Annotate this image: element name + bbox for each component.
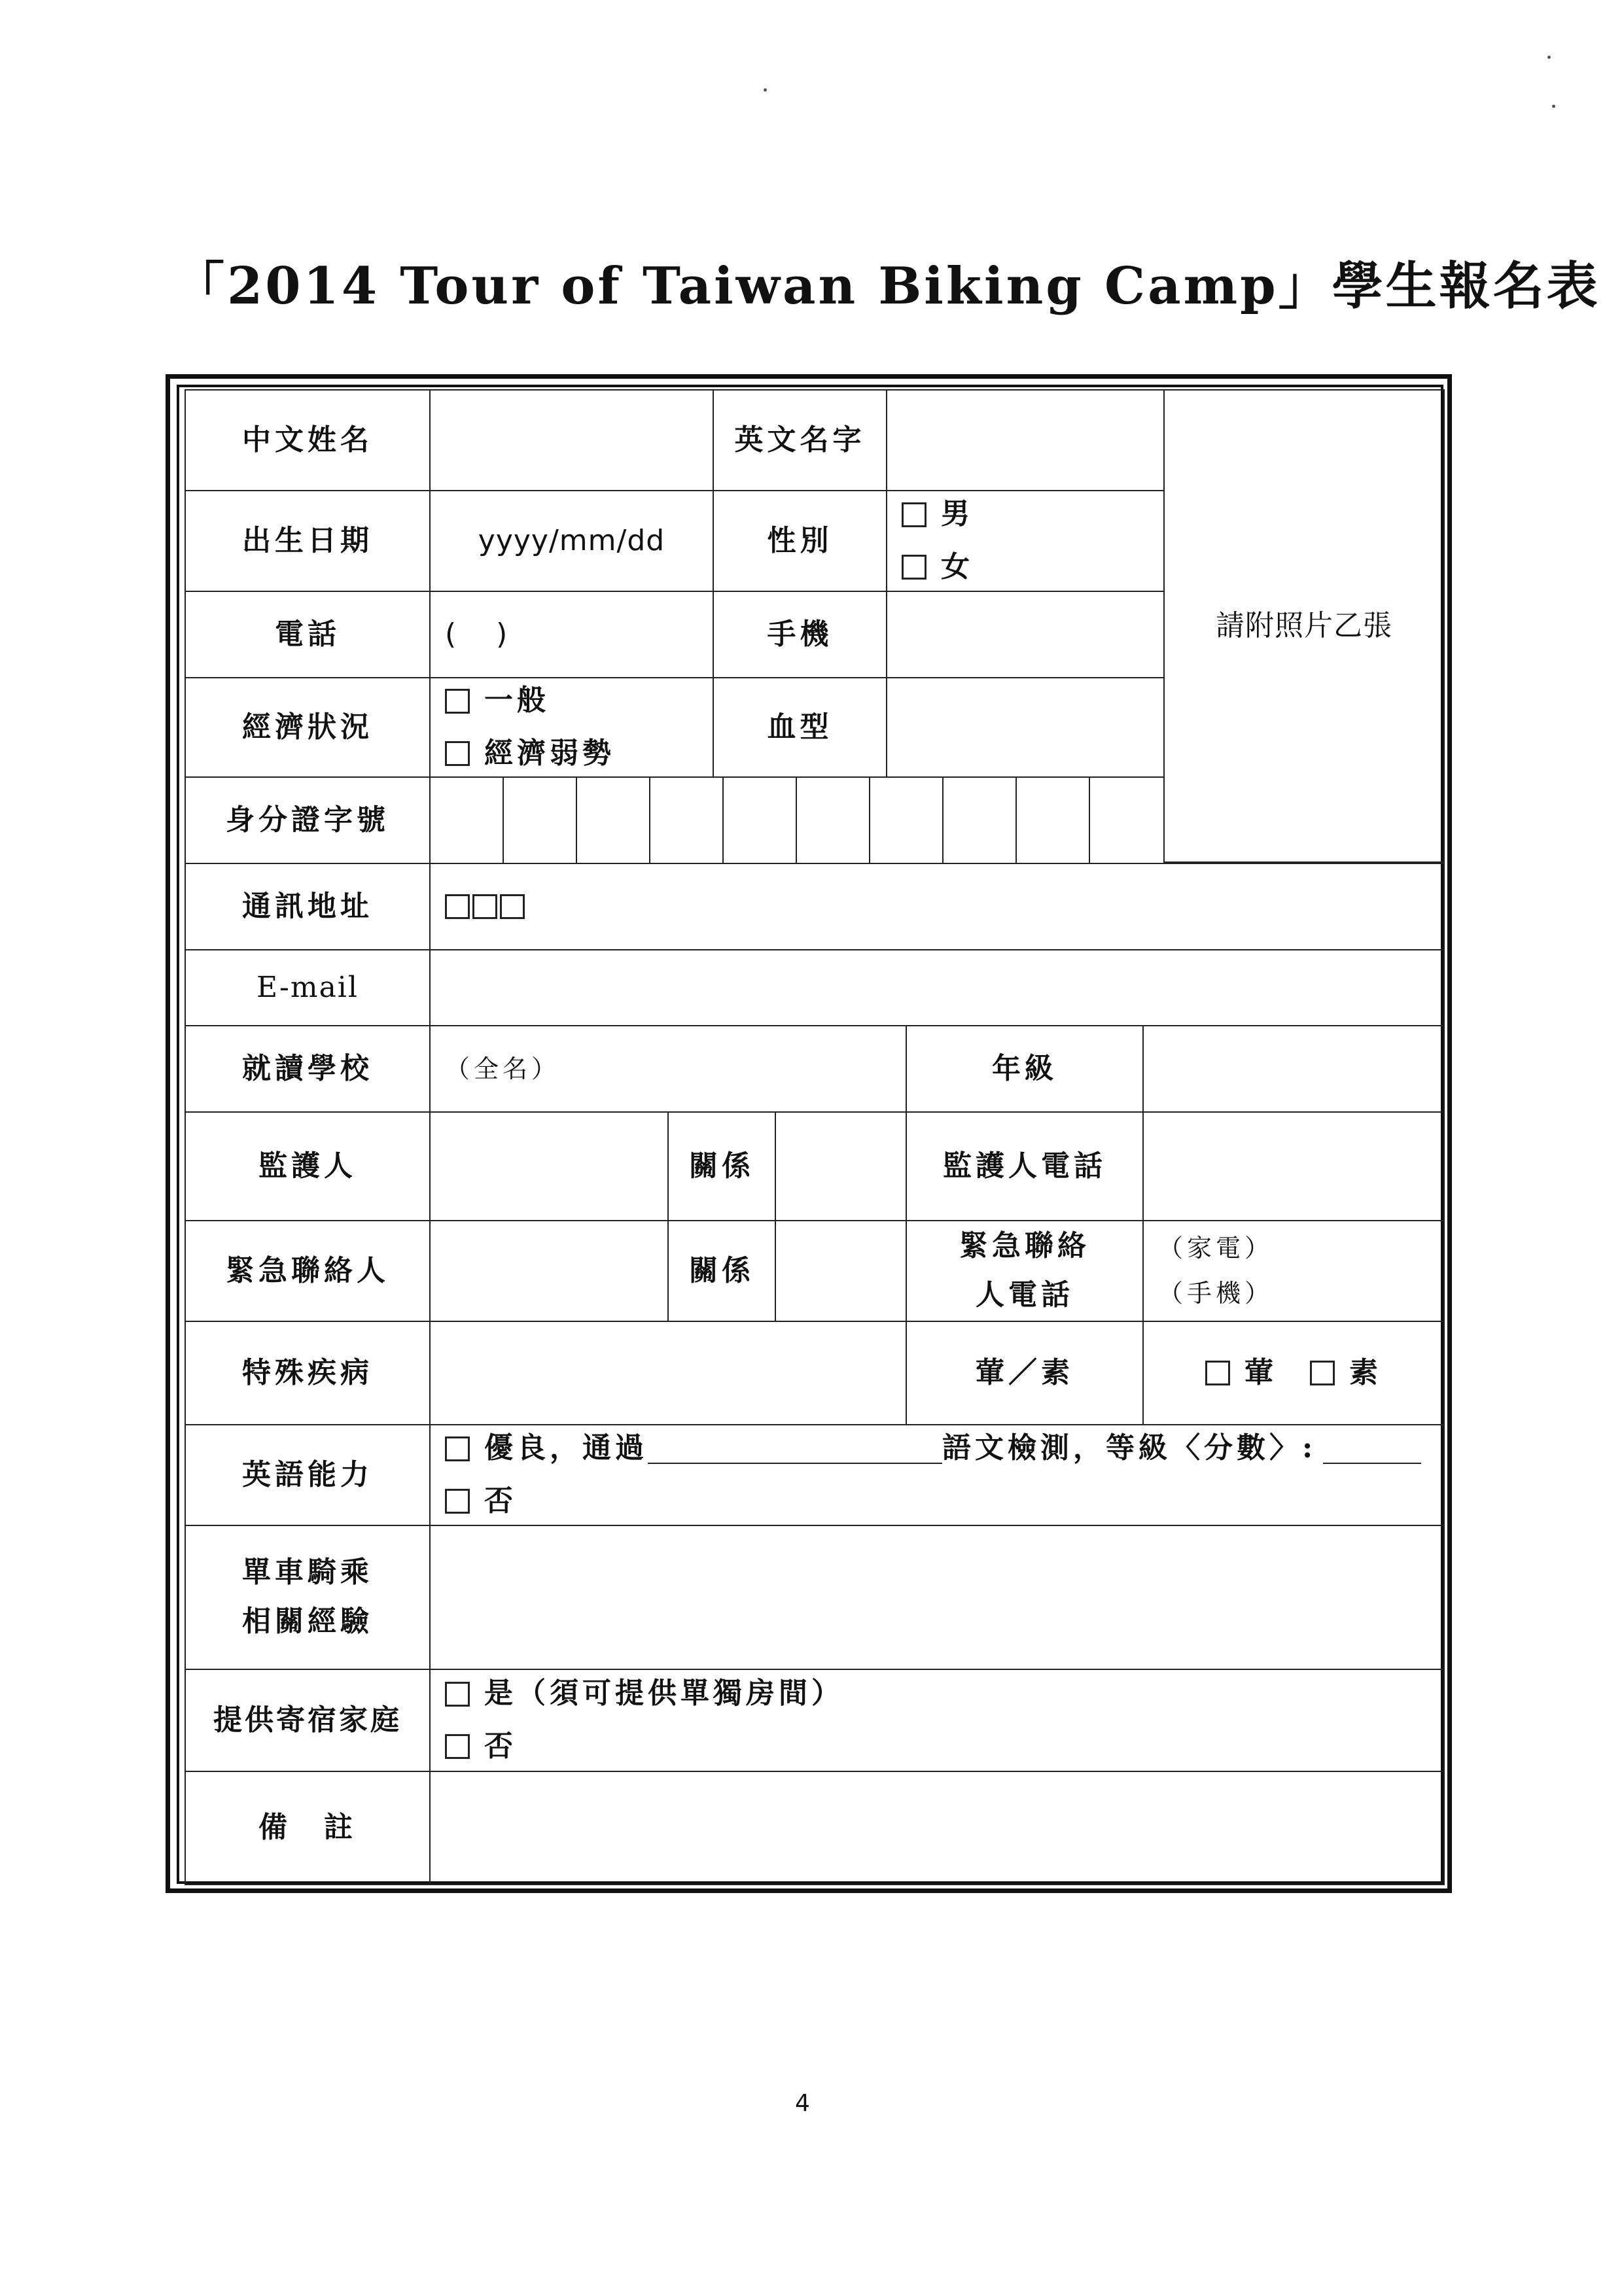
mobile-field[interactable] [886, 591, 1165, 678]
address-label: 通訊地址 [185, 863, 431, 950]
gender-options [886, 490, 1165, 592]
id-digit-box[interactable] [503, 776, 577, 864]
gender-male-option[interactable] [902, 490, 974, 539]
economic-disadvantaged-option[interactable] [445, 729, 615, 778]
gender-label: 性別 [713, 490, 887, 592]
diet-veg-option[interactable] [1310, 1349, 1382, 1398]
english-no-label: 否 [484, 1484, 517, 1518]
id-digit-box[interactable] [1015, 776, 1090, 864]
grade-field[interactable] [1142, 1025, 1445, 1113]
school-label: 就讀學校 [185, 1025, 431, 1113]
phone-field[interactable]: ( ) [429, 591, 714, 678]
id-digit-box[interactable] [429, 776, 504, 864]
id-digit-box[interactable] [869, 776, 944, 864]
grade-label: 年級 [906, 1025, 1144, 1113]
economic-general-option[interactable] [445, 676, 550, 725]
phone-label: 電話 [185, 591, 431, 678]
guardian-label: 監護人 [185, 1111, 431, 1221]
scan-speck [1547, 56, 1551, 59]
email-label: E-mail [185, 949, 431, 1026]
remarks-field[interactable] [429, 1771, 1445, 1885]
homestay-no-label: 否 [484, 1730, 517, 1763]
english-test-label: 語文檢測，等級〈分數〉: [942, 1431, 1317, 1465]
address-field[interactable] [429, 863, 1445, 950]
homestay-yes-option[interactable] [445, 1669, 844, 1718]
guardian-relation-field[interactable] [775, 1111, 907, 1221]
gender-female-option[interactable] [902, 543, 974, 592]
postal-code-box[interactable] [500, 894, 525, 919]
blood-type-label: 血型 [713, 677, 887, 778]
id-number-label: 身分證字號 [185, 776, 431, 864]
guardian-phone-field[interactable] [1142, 1111, 1445, 1221]
emergency-phone-label: 緊急聯絡人電話 [906, 1220, 1144, 1322]
test-name-blank[interactable] [648, 1434, 942, 1464]
birthdate-field[interactable]: yyyy/mm/dd [429, 490, 714, 592]
economic-status-label: 經濟狀況 [185, 677, 431, 778]
emergency-contact-field[interactable] [429, 1220, 669, 1322]
emergency-relation-label: 關係 [667, 1220, 776, 1322]
special-disease-field[interactable] [429, 1321, 907, 1425]
economic-status-options [429, 677, 714, 778]
mobile-label: 手機 [713, 591, 887, 678]
checkbox-icon[interactable] [902, 555, 927, 580]
english-no-option[interactable] [445, 1477, 517, 1526]
checkbox-icon[interactable] [1310, 1361, 1335, 1385]
biking-experience-label-line1: 單車騎乘 [242, 1556, 373, 1590]
scan-speck [764, 88, 767, 92]
economic-disadvantaged-label: 經濟弱勢 [484, 737, 615, 770]
guardian-phone-label: 監護人電話 [906, 1111, 1144, 1221]
id-digit-box[interactable] [722, 776, 797, 864]
chinese-name-field[interactable] [429, 389, 714, 491]
page-number: 4 [795, 2090, 810, 2117]
diet-veg-label: 素 [1349, 1355, 1382, 1389]
english-ability-label: 英語能力 [185, 1424, 431, 1526]
id-digit-box[interactable] [796, 776, 870, 864]
school-field[interactable]: （全名） [429, 1025, 907, 1113]
postal-code-box[interactable] [472, 894, 497, 919]
biking-experience-field[interactable] [429, 1525, 1445, 1670]
homestay-no-option[interactable] [445, 1722, 517, 1771]
checkbox-icon[interactable] [445, 689, 470, 714]
special-disease-label: 特殊疾病 [185, 1321, 431, 1425]
photo-area[interactable] [1163, 389, 1445, 863]
english-name-field[interactable] [886, 389, 1165, 491]
english-ability-options [429, 1424, 1445, 1526]
blood-type-field[interactable] [886, 677, 1165, 778]
page-title: 「2014 Tour of Taiwan Biking Camp」學生報名表 [173, 256, 1600, 316]
guardian-field[interactable] [429, 1111, 669, 1221]
chinese-name-label: 中文姓名 [185, 389, 431, 491]
checkbox-icon[interactable] [445, 1682, 470, 1707]
diet-meat-label: 葷 [1244, 1355, 1277, 1389]
homestay-yes-label: 是（須可提供單獨房間） [484, 1677, 844, 1711]
emergency-relation-field[interactable] [775, 1220, 907, 1322]
checkbox-icon[interactable] [445, 1436, 470, 1461]
emergency-phone-field[interactable] [1142, 1220, 1445, 1322]
english-name-label: 英文名字 [713, 389, 887, 491]
mobile-phone-placeholder: （手機） [1158, 1279, 1274, 1308]
id-digit-box[interactable] [942, 776, 1017, 864]
test-score-blank[interactable] [1323, 1434, 1421, 1464]
id-digit-box[interactable] [649, 776, 724, 864]
checkbox-icon[interactable] [445, 1489, 470, 1514]
checkbox-icon[interactable] [902, 502, 927, 527]
english-excellent-option[interactable] [445, 1424, 1421, 1473]
diet-meat-option[interactable] [1205, 1349, 1277, 1398]
postal-code-box[interactable] [445, 894, 470, 919]
gender-female-label: 女 [941, 550, 974, 583]
home-phone-placeholder: （家電） [1158, 1234, 1274, 1263]
gender-male-label: 男 [941, 497, 974, 531]
biking-experience-label [185, 1525, 431, 1670]
biking-experience-label-line2: 相關經驗 [242, 1605, 373, 1638]
checkbox-icon[interactable] [445, 741, 470, 766]
checkbox-icon[interactable] [1205, 1361, 1230, 1385]
remarks-label: 備 註 [185, 1771, 431, 1885]
diet-label: 葷／素 [906, 1321, 1144, 1425]
scan-speck [1552, 105, 1555, 108]
id-digit-box[interactable] [1089, 776, 1165, 864]
emergency-contact-label: 緊急聯絡人 [185, 1220, 431, 1322]
guardian-relation-label: 關係 [667, 1111, 776, 1221]
economic-general-label: 一般 [484, 684, 550, 718]
email-field[interactable] [429, 949, 1445, 1026]
checkbox-icon[interactable] [445, 1734, 470, 1759]
photo-note: 請附照片乙張 [1216, 608, 1392, 642]
homestay-label: 提供寄宿家庭 [185, 1669, 431, 1772]
diet-options [1142, 1321, 1445, 1425]
english-excellent-label: 優良，通過 [484, 1431, 648, 1465]
id-digit-box[interactable] [576, 776, 650, 864]
homestay-options [429, 1669, 1445, 1772]
birthdate-label: 出生日期 [185, 490, 431, 592]
